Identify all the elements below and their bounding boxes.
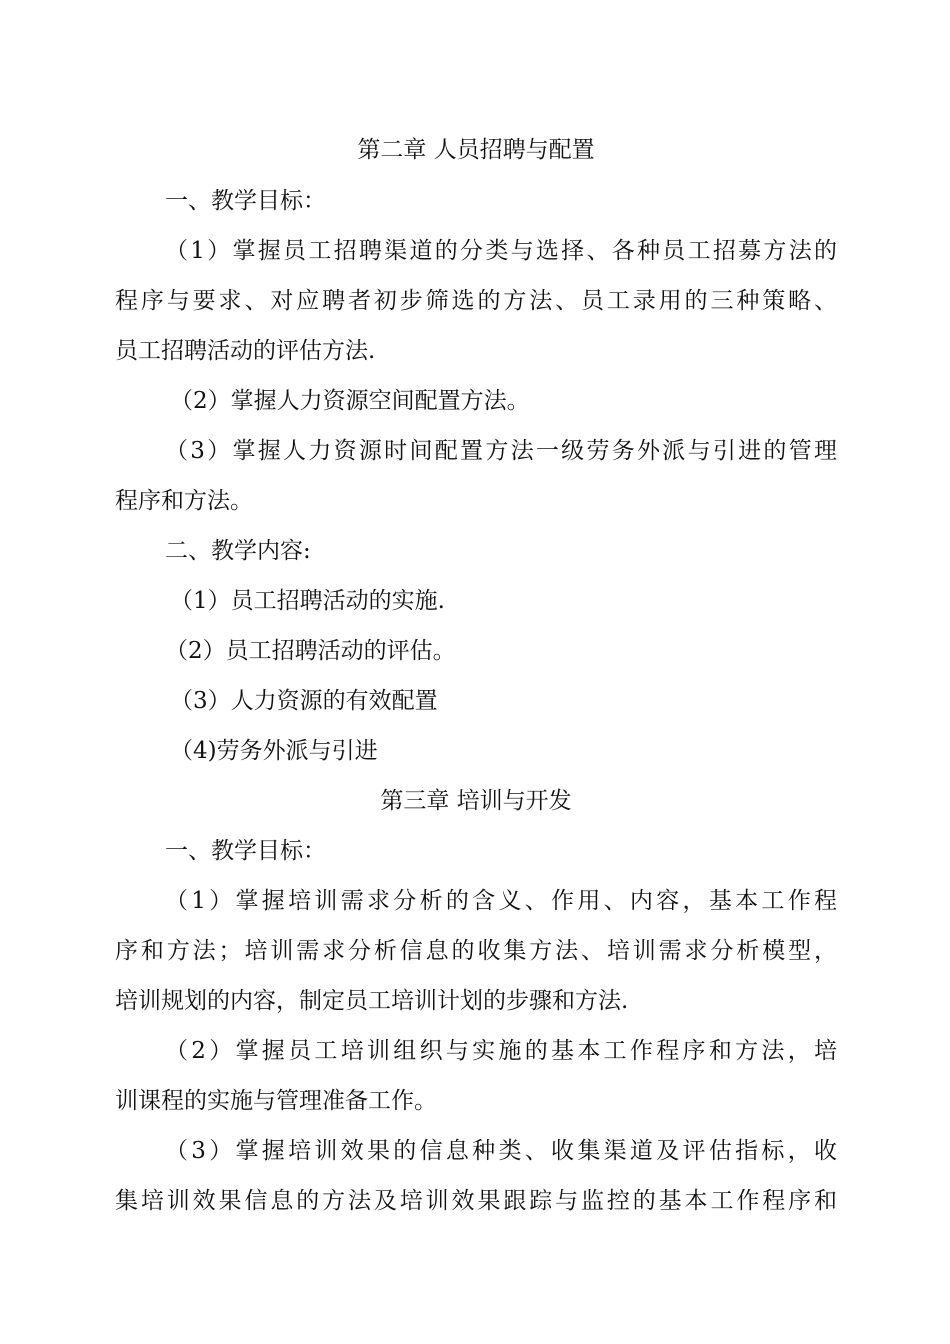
chapter-3-goal-1-line-2: 序和方法；培训需求分析信息的收集方法、培训需求分析模型，: [115, 938, 837, 964]
chapter-2-goal-3-line-1: （3）掌握人力资源时间配置方法一级劳务外派与引进的管理: [165, 438, 837, 464]
chapter-2-content-item-2: （2）员工招聘活动的评估。: [165, 638, 456, 664]
chapter-3-goals-heading: 一、教学目标：: [165, 838, 326, 864]
chapter-3-goal-1-line-1: （1）掌握培训需求分析的含义、作用、内容，基本工作程: [165, 888, 837, 914]
chapter-3-goal-2-line-1: （2）掌握员工培训组织与实施的基本工作程序和方法，培: [165, 1038, 837, 1064]
chapter-3-goal-3-line-2: 集培训效果信息的方法及培训效果跟踪与监控的基本工作程序和: [115, 1188, 837, 1214]
chapter-3-goal-1-line-3: 培训规划的内容，制定员工培训计划的步骤和方法.: [115, 988, 629, 1014]
chapter-2-content-item-4: （4)劳务外派与引进: [170, 738, 378, 764]
chapter-3-goal-2-line-2: 训课程的实施与管理准备工作。: [115, 1088, 437, 1114]
chapter-2-goal-1-line-3: 员工招聘活动的评估方法.: [115, 338, 376, 364]
chapter-2-content-item-1: （1）员工招聘活动的实施.: [170, 588, 445, 614]
chapter-2-goal-1-line-1: （1）掌握员工招聘渠道的分类与选择、各种员工招募方法的: [165, 238, 837, 264]
chapter-3-title: 第三章 培训与开发: [380, 788, 572, 814]
chapter-2-goal-3-line-2: 程序和方法。: [115, 488, 253, 514]
chapter-2-content-heading: 二、教学内容:: [165, 538, 311, 564]
chapter-2-goal-1-line-2: 程序与要求、对应聘者初步筛选的方法、员工录用的三种策略、: [115, 288, 837, 314]
chapter-3-goal-3-line-1: （3）掌握培训效果的信息种类、收集渠道及评估指标，收: [165, 1138, 837, 1164]
chapter-2-goals-heading: 一、教学目标：: [165, 188, 326, 214]
chapter-2-title: 第二章 人员招聘与配置: [357, 137, 595, 163]
chapter-2-content-item-3: （3）人力资源的有效配置: [170, 688, 438, 714]
chapter-2-goal-2: （2）掌握人力资源空间配置方法。: [170, 388, 530, 414]
